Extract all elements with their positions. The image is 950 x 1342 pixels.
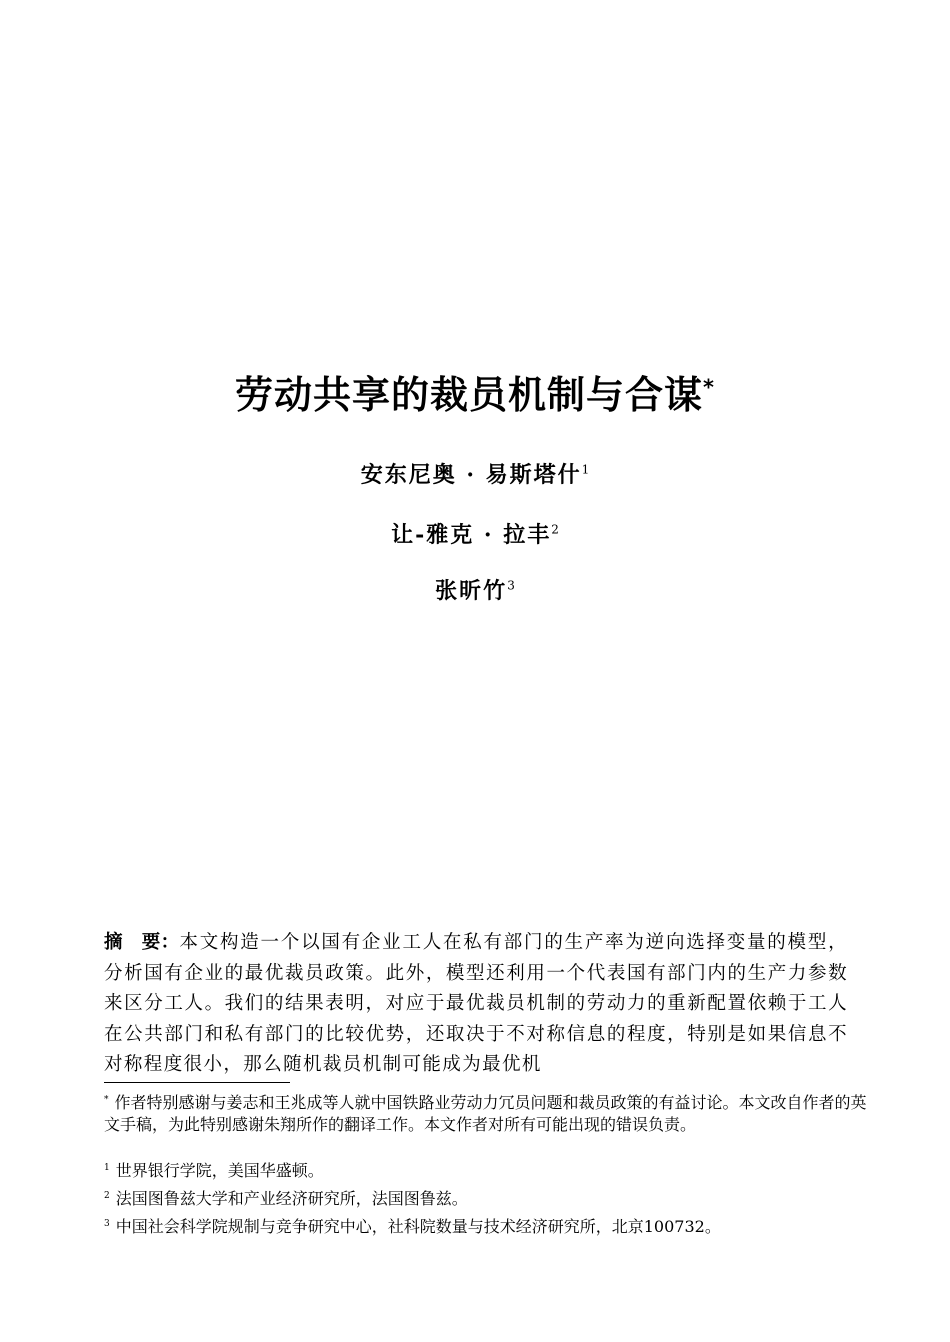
author-affiliation-marker: 3	[507, 578, 515, 593]
footnote-affiliation-3	[104, 1216, 874, 1238]
footnote-affiliation-1	[104, 1160, 874, 1182]
author-affiliation-marker: 2	[551, 522, 559, 537]
footnote-divider	[104, 1082, 290, 1083]
title-text: 劳动共享的裁员机制与合谋	[235, 373, 704, 417]
abstract-text: 本文构造一个以国有企业工人在私有部门的生产率为逆向选择变量的模型，分析国有企业的最优裁员政策。此外，模型还利用一个代表国有部门内的生产力参数来区分工人。我们的结果表明，对应于最优裁员机制的劳动力的重新配置依赖于工人在公共部门和私有部门的比较优势，还取决于不对称信息的程度，特别是如果信息不对称程度很小，那么随机裁员机制可能成为最优机	[104, 932, 848, 1075]
abstract	[104, 928, 848, 1081]
footnote-acknowledgement	[104, 1092, 874, 1136]
footnote-marker: *	[104, 1094, 109, 1105]
footnote-marker: 2	[104, 1190, 110, 1201]
footnote-text: 法国图鲁兹大学和产业经济研究所，法国图鲁兹。	[115, 1189, 468, 1208]
author-name: 让-雅克 · 拉丰	[391, 522, 552, 548]
footnote-marker: 1	[104, 1162, 110, 1173]
paper-title	[0, 364, 950, 419]
abstract-label: 摘 要：	[104, 932, 180, 953]
footnote-affiliation-2	[104, 1188, 874, 1210]
author-3	[0, 574, 950, 605]
title-footnote-marker: *	[703, 375, 715, 400]
author-affiliation-marker: 1	[581, 462, 590, 477]
footnote-text: 中国社会科学院规制与竞争研究中心，社科院数量与技术经济研究所，北京100732。	[115, 1217, 721, 1236]
footnote-text: 世界银行学院，美国华盛顿。	[115, 1161, 324, 1180]
author-name: 张昕竹	[435, 578, 508, 604]
author-name: 安东尼奥 · 易斯塔什	[360, 462, 582, 488]
footnote-marker: 3	[104, 1218, 110, 1229]
author-2	[0, 518, 950, 549]
author-1	[0, 458, 950, 489]
footnote-text: 作者特别感谢与姜志和王兆成等人就中国铁路业劳动力冗员问题和裁员政策的有益讨论。本文改自作者的英文手稿，为此特别感谢朱翔所作的翻译工作。本文作者对所有可能出现的错误负责。	[104, 1093, 867, 1134]
